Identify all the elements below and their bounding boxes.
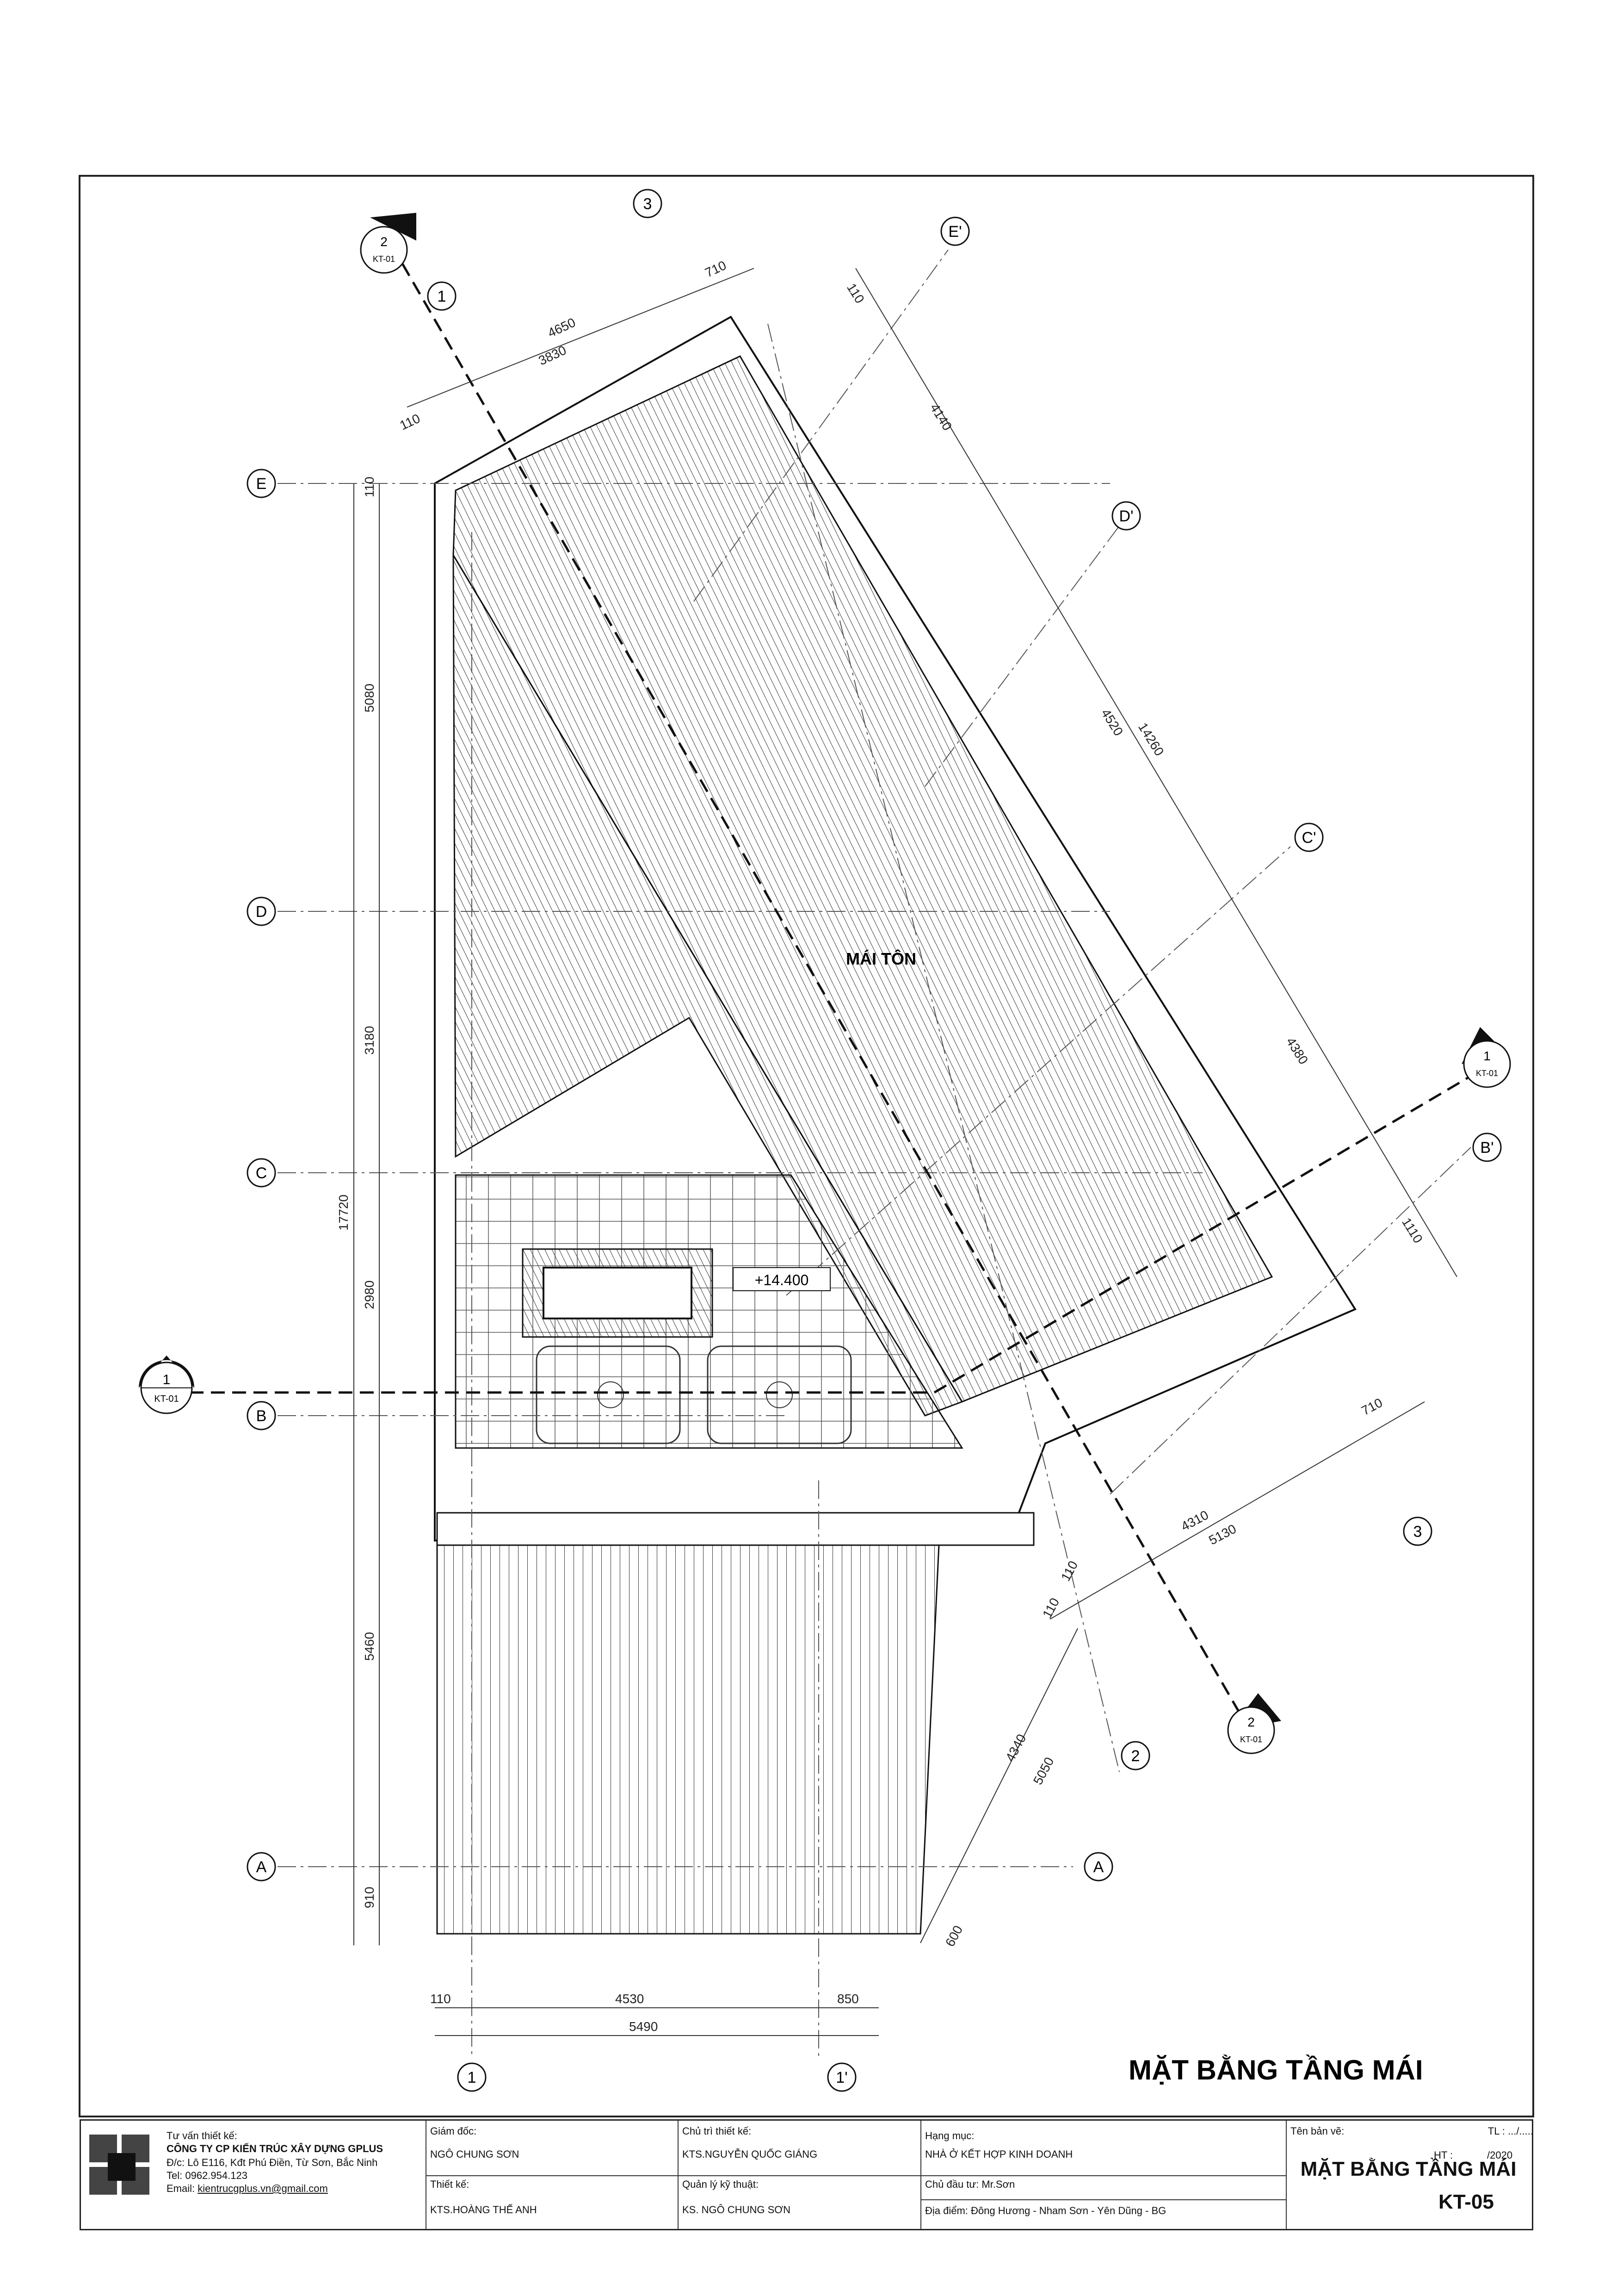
category-value: NHÀ Ở KẾT HỢP KINH DOANH [925, 2148, 1073, 2160]
section-1-num: 1 [162, 1372, 171, 1387]
grid-E-prime: E' [948, 223, 962, 241]
sheet-name: MẶT BẰNG TẦNG MÁI [1300, 2158, 1517, 2180]
grid-D-prime: D' [1119, 507, 1134, 525]
grid-E: E [256, 475, 267, 493]
grid-B: B [256, 1407, 267, 1425]
designer-name: KTS.HOÀNG THẾ ANH [430, 2204, 537, 2216]
section-2-num: 2 [380, 235, 388, 249]
svg-text:3830: 3830 [536, 343, 568, 368]
svg-text:710: 710 [703, 258, 728, 280]
grid-B-prime: B' [1480, 1139, 1494, 1157]
company-name: CÔNG TY CP KIẾN TRÚC XÂY DỰNG GPLUS [167, 2143, 383, 2154]
company-address: Đ/c: Lô E116, Kđt Phú Điền, Từ Sơn, Bắc Ninh [167, 2157, 378, 2168]
grid-D: D [255, 903, 267, 921]
owner-label: Chủ đầu tư: Mr.Sơn [925, 2178, 1015, 2190]
svg-text:2980: 2980 [362, 1280, 376, 1309]
grid-3-top: 3 [643, 195, 652, 213]
category-label: Hạng mục: [925, 2130, 975, 2141]
svg-text:110: 110 [362, 477, 376, 497]
ht-label: HT : [1434, 2149, 1453, 2161]
grid-2: 2 [1131, 1747, 1140, 1765]
grid-1-top: 1 [437, 288, 446, 305]
section-2-ref: KT-01 [372, 254, 395, 264]
svg-text:4530: 4530 [615, 1992, 644, 2006]
lower-roof [437, 1545, 939, 1934]
tech-label: Quản lý kỹ thuật: [682, 2178, 759, 2190]
grid-1-bottom: 1 [467, 2069, 476, 2086]
svg-text:4520: 4520 [1098, 706, 1126, 739]
grid-C-prime: C' [1302, 829, 1316, 847]
grid-A: A [256, 1858, 267, 1876]
svg-text:110: 110 [397, 411, 422, 433]
section-2b-num: 2 [1247, 1715, 1255, 1729]
svg-text:600: 600 [942, 1923, 966, 1949]
svg-text:5490: 5490 [629, 2019, 658, 2034]
svg-text:4310: 4310 [1179, 1507, 1211, 1534]
svg-text:5050: 5050 [1030, 1755, 1057, 1787]
svg-text:110: 110 [1058, 1558, 1081, 1584]
roof-label: MÁI TÔN [846, 949, 916, 968]
svg-text:910: 910 [362, 1887, 376, 1908]
svg-text:5460: 5460 [362, 1632, 376, 1661]
section-2b-ref: KT-01 [1240, 1735, 1263, 1744]
svg-text:850: 850 [837, 1992, 859, 2006]
svg-text:3180: 3180 [362, 1026, 376, 1055]
sheet-number: KT-05 [1438, 2191, 1494, 2213]
lead-label: Chủ trì thiết kế: [682, 2125, 752, 2137]
svg-text:110: 110 [1039, 1595, 1062, 1621]
grid-C: C [255, 1164, 267, 1182]
director-label: Giám đốc: [430, 2125, 477, 2137]
level-label: +14.400 [754, 1272, 809, 1288]
location-value: Địa điểm: Đông Hương - Nham Sơn - Yên Dũng - BG [925, 2205, 1166, 2216]
svg-text:710: 710 [1359, 1395, 1385, 1418]
designer-label: Thiết kế: [430, 2178, 469, 2190]
svg-text:4650: 4650 [545, 315, 578, 340]
consultant-label: Tư vấn thiết kế: [167, 2130, 237, 2141]
grid-1-prime: 1' [836, 2069, 848, 2086]
section-1-ref: KT-01 [154, 1394, 179, 1404]
svg-text:4340: 4340 [1002, 1732, 1029, 1764]
svg-text:1110: 1110 [1399, 1215, 1426, 1246]
svg-text:4380: 4380 [1283, 1034, 1311, 1067]
grid-3-bottom: 3 [1413, 1523, 1422, 1541]
svg-text:5080: 5080 [362, 683, 376, 712]
ht-value: /2020 [1487, 2149, 1513, 2161]
lead-name: KTS.NGUYỄN QUỐC GIÁNG [682, 2148, 818, 2160]
sheet-name-label: Tên bản vẽ: [1290, 2125, 1345, 2137]
svg-text:4140: 4140 [927, 401, 955, 433]
section-1b-ref: KT-01 [1475, 1069, 1499, 1078]
svg-text:5130: 5130 [1206, 1521, 1239, 1548]
svg-text:110: 110 [844, 280, 867, 306]
company-logo-icon [89, 2135, 154, 2199]
director-name: NGÔ CHUNG SƠN [430, 2148, 519, 2160]
section-1b-num: 1 [1483, 1049, 1491, 1063]
svg-text:17720: 17720 [336, 1194, 351, 1231]
company-tel: Tel: 0962.954.123 [167, 2170, 247, 2181]
skylight-glass [543, 1268, 691, 1318]
company-email: kientrucgplus.vn@gmail.com [197, 2183, 328, 2194]
grid-A-right: A [1093, 1858, 1104, 1876]
svg-text:110: 110 [430, 1992, 451, 2006]
drawing-title: MẶT BẰNG TẦNG MÁI [1129, 2055, 1423, 2086]
svg-text:14260: 14260 [1135, 720, 1167, 759]
scale-value: TL : .../..... [1487, 2125, 1533, 2137]
title-block [80, 2119, 1533, 2230]
tech-name: KS. NGÔ CHUNG SƠN [682, 2204, 790, 2216]
email-label: Email: [167, 2183, 195, 2194]
